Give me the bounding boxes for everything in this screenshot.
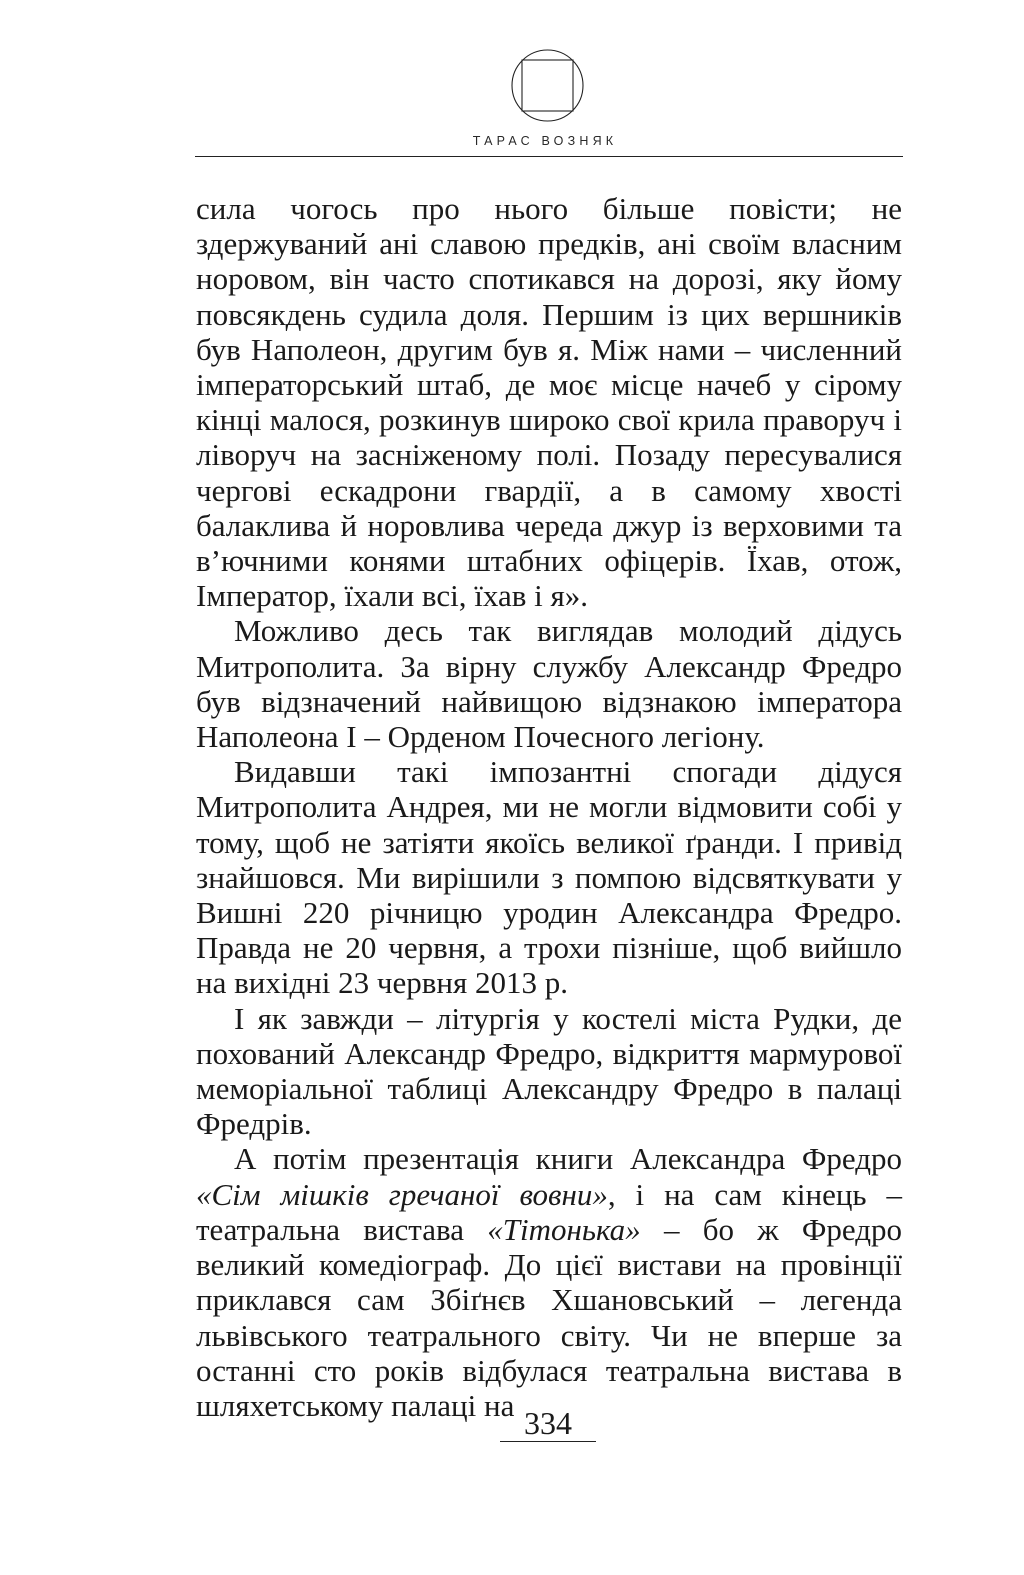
paragraph-3: Видавши такі імпозантні спогади дідуся Митрополита Андрея, ми не могли відмовити собі у тому, щоб не затіяти якоїсь великої ґранди. І привід знайшовся. Ми вирішили з помпою відсвяткувати у Вишні 220 річницю уродин Александра Фредро. Правда не 20 червня, а трохи пізніше, щоб вийшло на вихідні 23 червня 2013 р. <box>196 754 902 1001</box>
page-number: 334 <box>500 1405 596 1442</box>
paragraph-5 <box>196 1141 902 1423</box>
book-title: «Сім мішків гречаної вовни» <box>196 1176 608 1212</box>
running-head-author: ТАРАС ВОЗНЯК <box>472 134 618 148</box>
paragraph-2: Можливо десь так виглядав молодий дідусь Митрополита. За вірну службу Александр Фредро був відзначений найвищою відзнакою імператора Наполеона І – Орденом Почесного легіону. <box>196 613 902 755</box>
paragraph-5-text-3: – бо ж Фредро великий комедіограф. До цієї вистави на провінції приклався сам Збіґнєв Хшановський – легенда львівського театрального світу. Чи не вперше за останні сто років відбулася театральна вистава в шляхетському палаці на <box>196 1211 902 1423</box>
body-text <box>196 191 902 1423</box>
paragraph-5-text-2: , і на сам кінець – театральна вистава <box>196 1176 902 1247</box>
paragraph-5-text-1: А потім презентація книги Александра Фредро <box>234 1141 902 1177</box>
paragraph-1: сила чогось про нього більше повісти; не здержуваний ані славою предків, ані своїм власним норовом, він часто спотикався на дорозі, яку йому повсякдень судила доля. Першим із цих вершників був Наполеон, другим був я. Між нами – численний імператорський штаб, де моє місце начеб у сірому кінці малося, розкинув широко свої крила праворуч і ліворуч на засніженому полі. Позаду пересувалися чергові ескадрони гвардії, а в самому хвості балаклива й норовлива череда джур із верховими та в’ючними конями штабних офіцерів. Їхав, отож, Імператор, їхали всі, їхав і я». <box>196 191 902 614</box>
circle-square-logo-icon <box>510 48 585 123</box>
paragraph-4: І як завжди – літургія у костелі міста Рудки, де похований Александр Фредро, відкриття мармурової меморіальної таблиці Александру Фредро в палаці Фредрів. <box>196 1000 902 1142</box>
play-title: «Тітонька» <box>487 1211 641 1247</box>
header-rule <box>195 156 903 157</box>
